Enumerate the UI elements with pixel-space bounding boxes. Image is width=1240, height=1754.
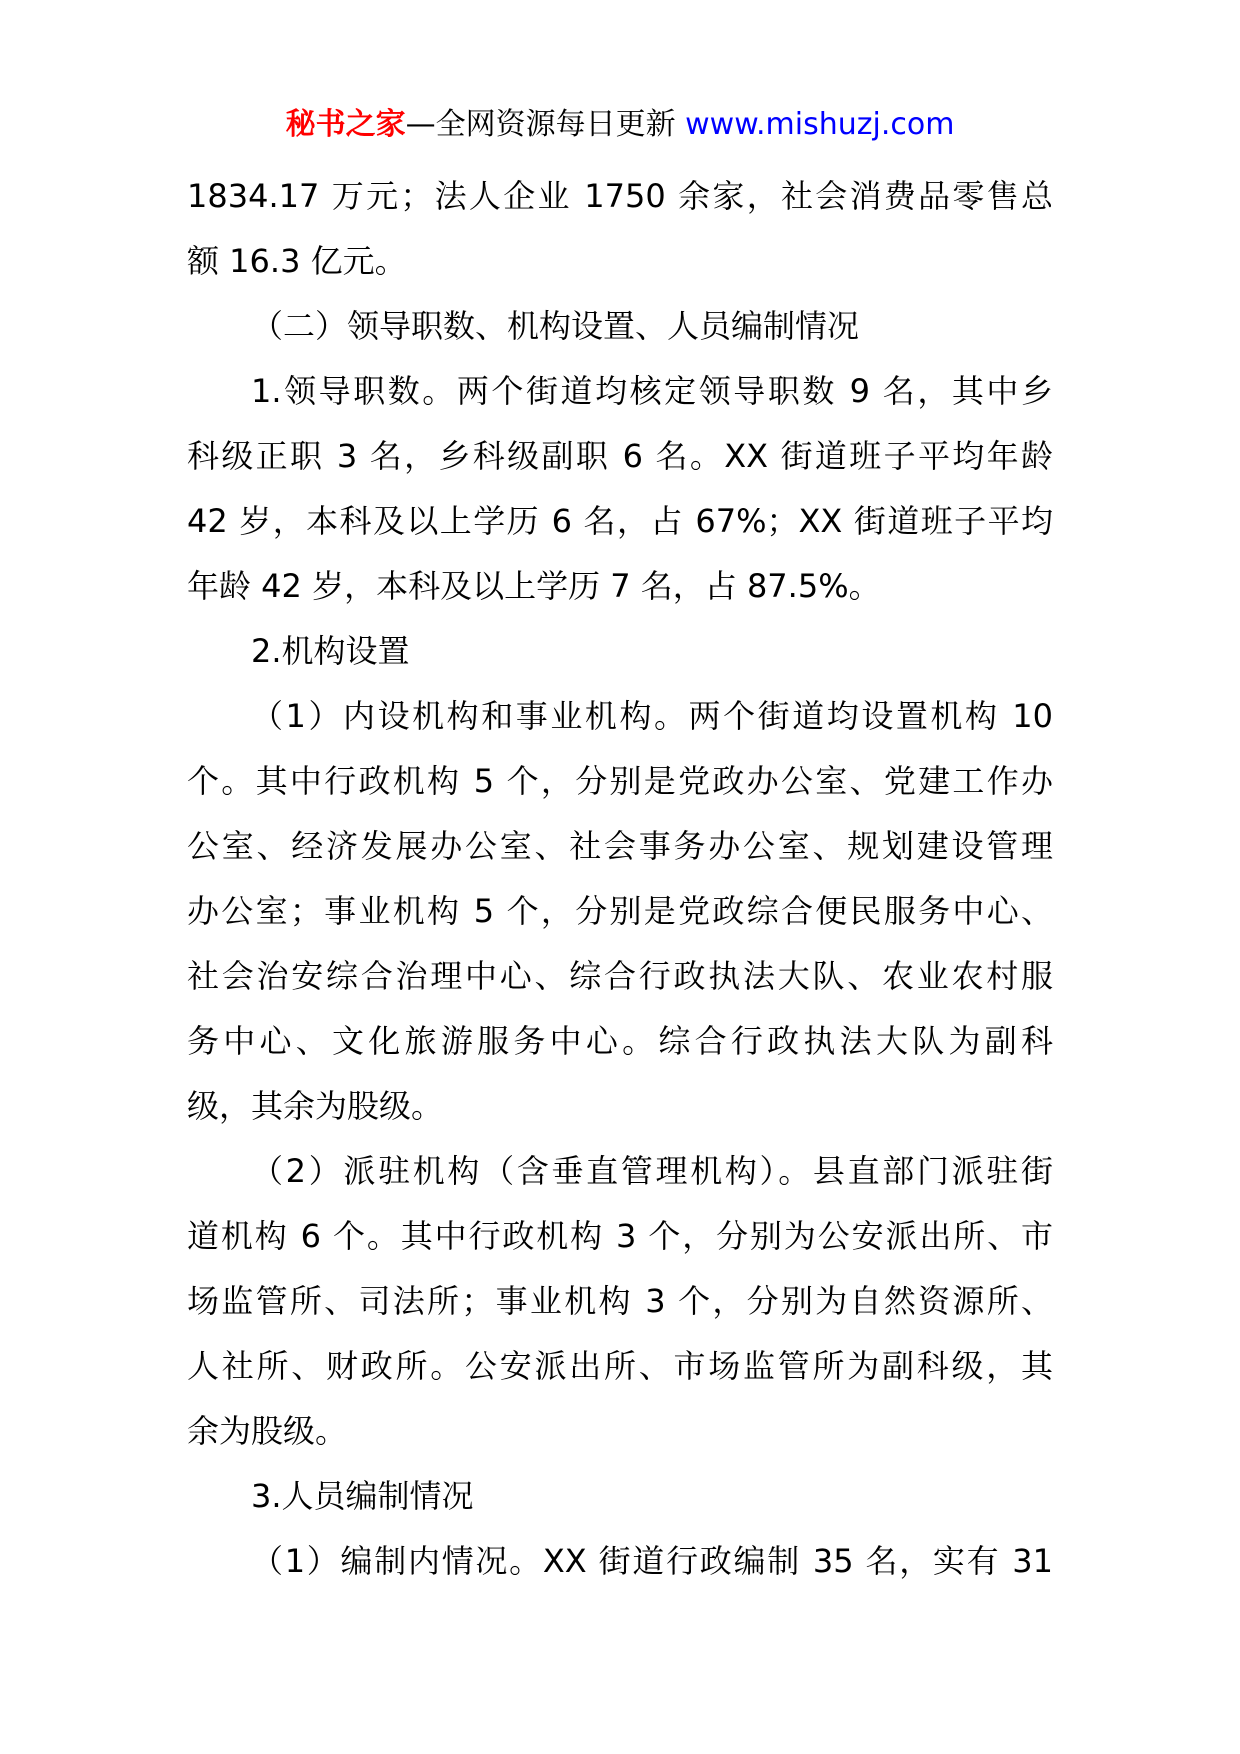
- paragraph-line: （2）派驻机构（含垂直管理机构）。县直部门派驻街: [251, 1152, 1053, 1190]
- text-line: 公室、经济发展办公室、社会事务办公室、规划建设管理: [187, 827, 1053, 865]
- subsection-heading: 2.机构设置: [251, 632, 410, 670]
- site-brand: 秘书之家: [285, 107, 406, 142]
- text-line: 个。其中行政机构 5 个，分别是党政办公室、党建工作办: [187, 762, 1053, 800]
- paragraph-line: 1.领导职数。两个街道均核定领导职数 9 名，其中乡: [251, 372, 1053, 410]
- text-line: 1834.17 万元；法人企业 1750 余家，社会消费品零售总: [187, 177, 1053, 215]
- text-line: 级，其余为股级。: [187, 1087, 444, 1125]
- site-header: [0, 100, 1240, 150]
- text-line: 人社所、财政所。公安派出所、市场监管所为副科级，其: [187, 1347, 1053, 1385]
- text-line: 办公室；事业机构 5 个，分别是党政综合便民服务中心、: [187, 892, 1053, 930]
- text-line: 年龄 42 岁，本科及以上学历 7 名，占 87.5%。: [187, 567, 881, 605]
- site-slogan: —全网资源每日更新: [405, 107, 676, 142]
- text-line: 42 岁，本科及以上学历 6 名，占 67%；XX 街道班子平均: [187, 502, 1053, 540]
- section-heading: （二）领导职数、机构设置、人员编制情况: [251, 307, 860, 345]
- text-line: 道机构 6 个。其中行政机构 3 个，分别为公安派出所、市: [187, 1217, 1053, 1255]
- paragraph-line: （1）内设机构和事业机构。两个街道均设置机构 10: [251, 697, 1053, 735]
- text-line: 场监管所、司法所；事业机构 3 个，分别为自然资源所、: [187, 1282, 1053, 1320]
- text-line: 额 16.3 亿元。: [187, 242, 407, 280]
- text-line: 余为股级。: [187, 1412, 348, 1450]
- site-url-link[interactable]: www.mishuzj.com: [685, 107, 955, 142]
- text-line: 社会治安综合治理中心、综合行政执法大队、农业农村服: [187, 957, 1053, 995]
- document-body: [187, 164, 1053, 1594]
- subsection-heading: 3.人员编制情况: [251, 1477, 474, 1515]
- text-line: 科级正职 3 名，乡科级副职 6 名。XX 街道班子平均年龄: [187, 437, 1053, 475]
- paragraph-line: （1）编制内情况。XX 街道行政编制 35 名，实有 31: [251, 1542, 1053, 1580]
- text-line: 务中心、文化旅游服务中心。综合行政执法大队为副科: [187, 1022, 1053, 1060]
